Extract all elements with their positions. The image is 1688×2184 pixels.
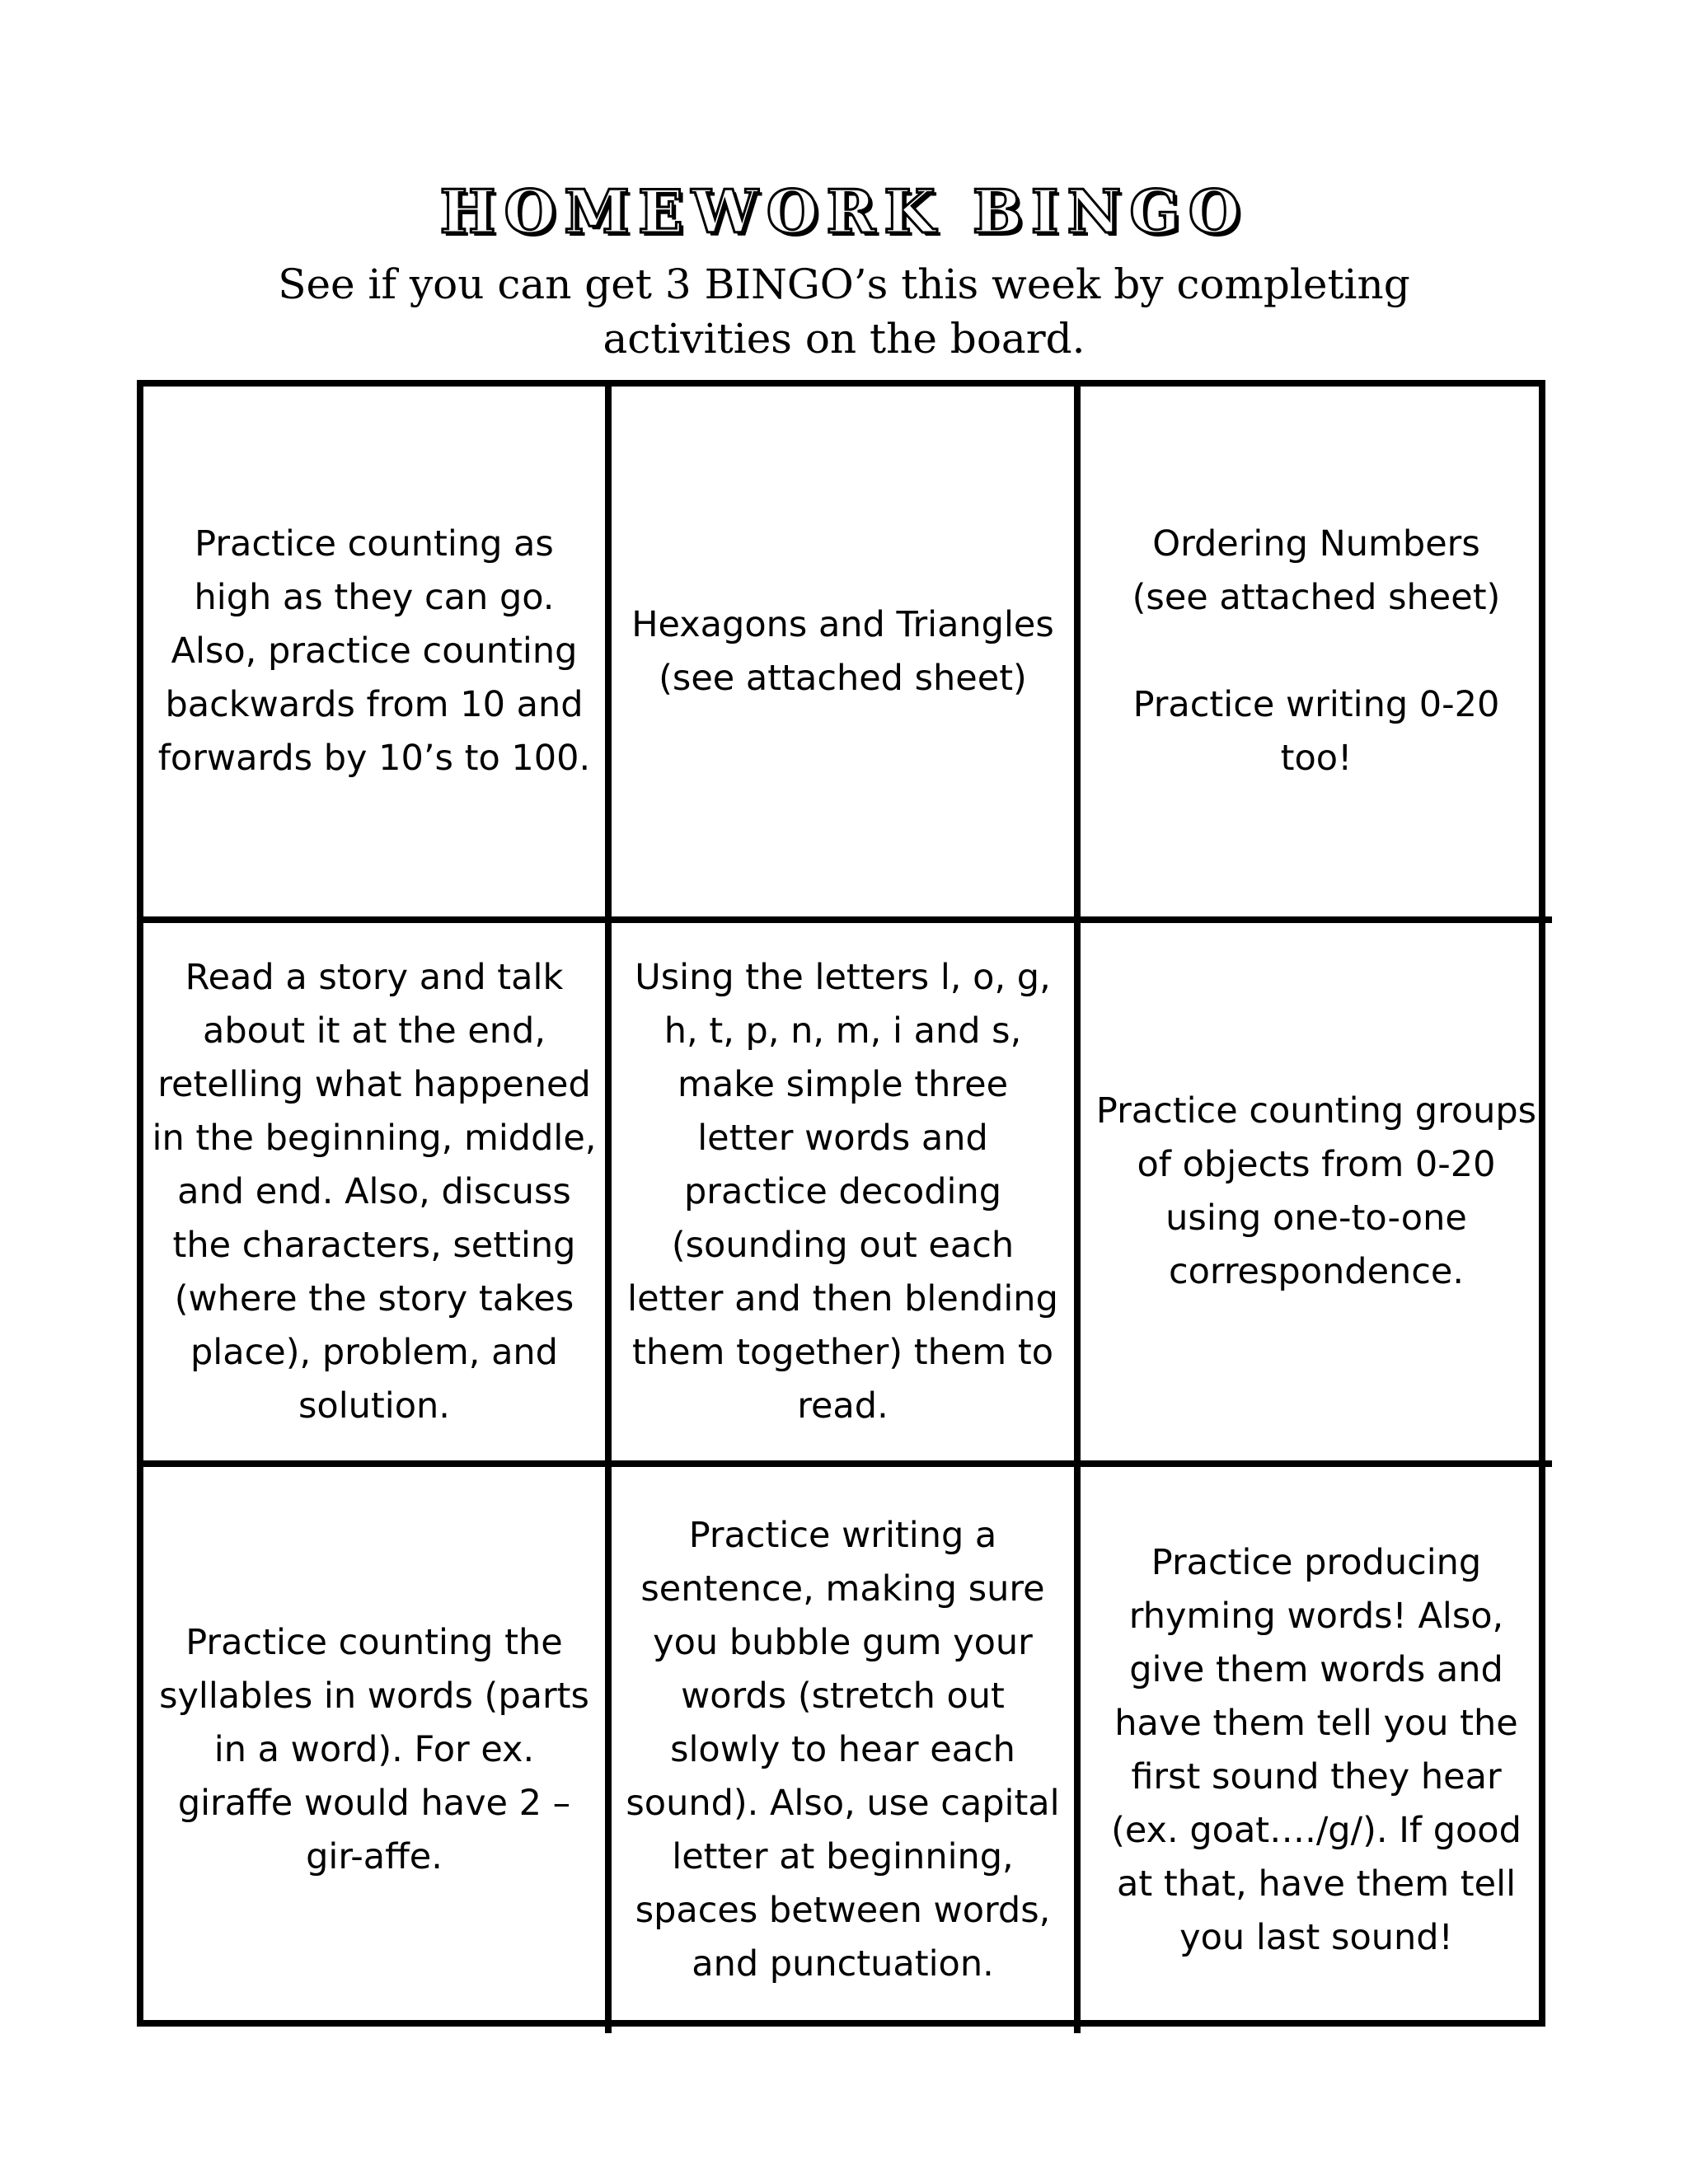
page-subtitle: See if you can get 3 BINGO’s this week by completing activities on the board.	[278, 260, 1410, 363]
bingo-cell-2	[612, 387, 1081, 923]
bingo-cell-4	[143, 923, 612, 1467]
bingo-cell-3	[1081, 387, 1552, 923]
bingo-cell-text: Hexagons and Triangles (see attached sheet)	[631, 603, 1054, 699]
bingo-cell-text: Practice writing a sentence, making sure you bubble gum your words (stretch out slowly to hear each sound). Also, use capital letter at beginning, spaces between words, and punctuation.	[626, 1515, 1060, 1985]
bingo-cell-6	[1081, 923, 1552, 1467]
bingo-cell-text: Using the letters l, o, g, h, t, p, n, m, i and s, make simple three letter words and practice decoding (sounding out each letter and then blending them together) them to read.	[627, 956, 1058, 1427]
bingo-cell-7	[143, 1467, 612, 2033]
bingo-cell-text: Practice counting groups of objects from 0-20 using one-to-one correspondence.	[1095, 1090, 1537, 1292]
bingo-cell-9	[1081, 1467, 1552, 2033]
bingo-cell-text: Ordering Numbers (see attached sheet) Practice writing 0-20 too!	[1132, 523, 1501, 779]
bingo-board	[137, 380, 1545, 2027]
bingo-cell-text: Practice counting the syllables in words (parts in a word). For ex. giraffe would have 2 – gir-affe.	[159, 1622, 589, 1877]
bingo-cell-8	[612, 1467, 1081, 2033]
bingo-cell-text: Practice counting as high as they can go. Also, practice counting backwards from 10 and forwards by 10’s to 100.	[157, 523, 591, 779]
page-title: HOMEWORK BINGO	[439, 176, 1249, 246]
bingo-cell-text: Practice producing rhyming words! Also, give them words and have them tell you the first sound they hear (ex. goat…./g/). If good at that, have them tell you last sound!	[1111, 1541, 1522, 1958]
bingo-cell-5	[612, 923, 1081, 1467]
bingo-cell-text: Read a story and talk about it at the end, retelling what happened in the beginning, middle, and end. Also, discuss the characters, setting (where the story takes place), problem, and solution.	[152, 956, 597, 1427]
bingo-cell-1	[143, 387, 612, 923]
